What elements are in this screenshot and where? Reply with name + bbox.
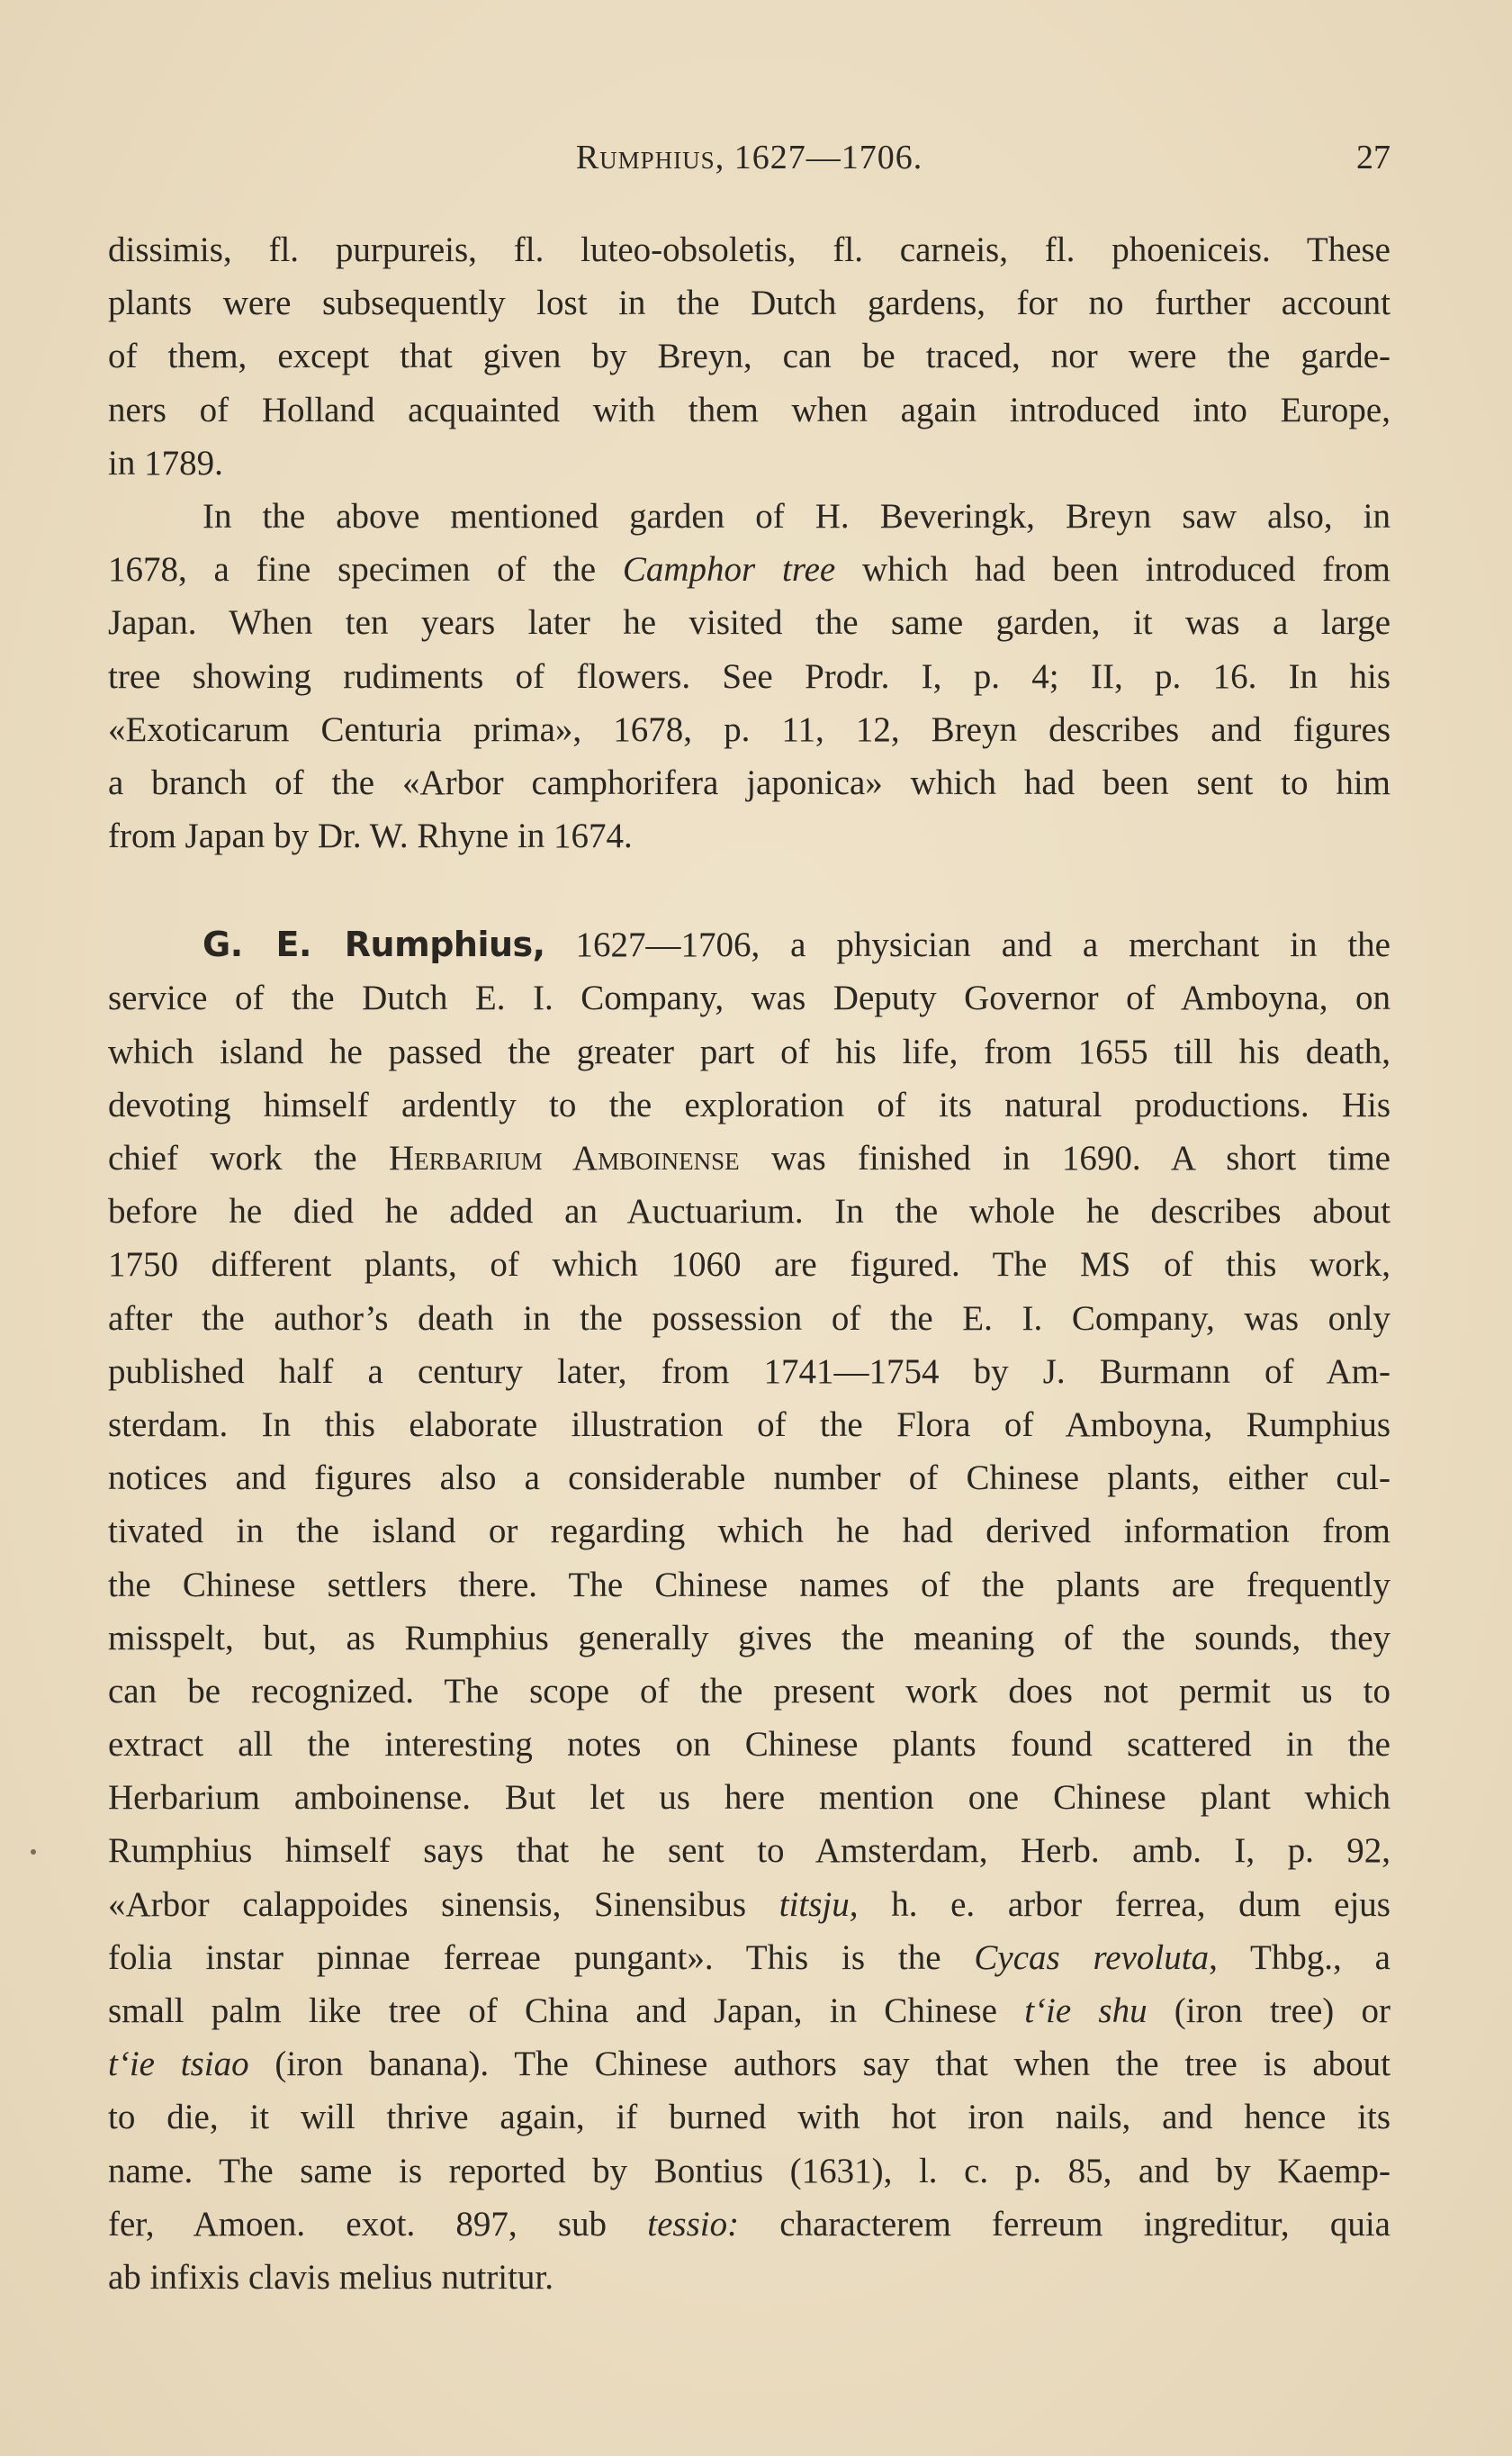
text-line: «Exoticarum Centuria prima», 1678, p. 11, 12, Breyn describes and figures — [108, 709, 1390, 749]
text-run: was finished in 1690. A short time — [739, 1139, 1390, 1178]
text-line: ab infixis clavis melius nutritur. — [108, 2257, 554, 2297]
text-line: devoting himself ardently to the exploration of its natural productions. His — [108, 1085, 1390, 1124]
text-line: can be recognized. The scope of the present work does not permit us to — [108, 1671, 1390, 1711]
text-line: Rumphius himself says that he sent to Amsterdam, Herb. amb. I, p. 92, — [108, 1831, 1390, 1871]
italic-term: Camphor tree — [622, 550, 836, 590]
text-line: ners of Holland acquainted with them when again introduced into Europe, — [108, 390, 1390, 429]
text-line: the Chinese settlers there. The Chinese names of the plants are frequently — [108, 1565, 1390, 1604]
text-run: fer, Amoen. exot. 897, sub — [108, 2204, 648, 2244]
text-line — [108, 1931, 1390, 1984]
biography-entry — [108, 918, 1390, 2304]
text-run: 1627—1706, a physician and a merchant in the — [544, 926, 1390, 965]
text-line: Herbarium amboinense. But let us here mention one Chinese plant which — [108, 1778, 1390, 1818]
running-head-name: Rumphius — [575, 139, 716, 176]
page-number: 27 — [1356, 139, 1390, 176]
running-head-dates: , 1627—1706. — [715, 139, 923, 176]
book-title: Herbarium Amboinense — [388, 1139, 740, 1178]
text-line: before he died he added an Auctuarium. In the whole he describes about — [108, 1192, 1390, 1232]
text-line: tree showing rudiments of flowers. See Prodr. I, p. 4; II, p. 16. In his — [108, 656, 1390, 696]
text-line: a branch of the «Arbor camphorifera japonica» which had been sent to him — [108, 763, 1390, 802]
text-run: small palm like tree of China and Japan, in Chinese — [108, 1991, 1025, 2030]
text-run: 1678, a fine specimen of the — [108, 550, 623, 590]
text-line: name. The same is reported by Bontius (1631), l. c. p. 85, and by Kaemp- — [108, 2151, 1390, 2190]
text-run: h. e. arbor ferrea, dum ejus — [858, 1884, 1390, 1924]
text-run: (iron banana). The Chinese authors say that when the tree is about — [248, 2045, 1390, 2084]
paragraph — [108, 223, 1390, 490]
section-gap — [108, 862, 1390, 918]
entry-heading: G. E. Rumphius, — [202, 925, 545, 965]
italic-term: titsju, — [778, 1884, 859, 1924]
text-line — [108, 2198, 1390, 2251]
text-line: In the above mentioned garden of H. Beveringk, Breyn saw also, in — [202, 496, 1390, 536]
text-line: after the author’s death in the possession of the E. I. Company, was only — [108, 1298, 1390, 1338]
text-run: characterem ferreum ingreditur, quia — [739, 2204, 1390, 2244]
italic-term: tessio: — [647, 2204, 740, 2244]
text-line: tivated in the island or regarding which he had derived information from — [108, 1512, 1390, 1551]
body-text — [108, 223, 1390, 2304]
text-line: to die, it will thrive again, if burned with hot iron nails, and hence its — [108, 2098, 1390, 2137]
text-run: chief work the — [108, 1139, 389, 1178]
text-line — [108, 1984, 1390, 2037]
text-run: folia instar pinnae ferreae pungant». This is the — [108, 1937, 975, 1977]
text-line: published half a century later, from 1741—1754 by J. Burmann of Am- — [108, 1351, 1390, 1391]
margin-mark — [31, 1849, 36, 1855]
text-line: service of the Dutch E. I. Company, was Deputy Governor of Amboyna, on — [108, 979, 1390, 1018]
text-line — [108, 1878, 1390, 1931]
text-line: of them, except that given by Breyn, can be traced, nor were the garde- — [108, 337, 1390, 376]
text-line: plants were subsequently lost in the Dutch gardens, for no further account — [108, 284, 1390, 323]
text-line — [108, 2037, 1390, 2090]
paragraph — [108, 490, 1390, 862]
italic-term: t‘ie shu — [1024, 1991, 1148, 2030]
text-line: 1750 different plants, of which 1060 are figured. The MS of this work, — [108, 1245, 1390, 1285]
text-line — [108, 543, 1390, 596]
text-line: which island he passed the greater part of his life, from 1655 till his death, — [108, 1032, 1390, 1071]
running-head — [108, 135, 1390, 180]
text-line: sterdam. In this elaborate illustration of the Flora of Amboyna, Rumphius — [108, 1404, 1390, 1444]
text-run: «Arbor calappoides sinensis, Sinensibus — [108, 1884, 779, 1924]
page-header — [108, 135, 1390, 180]
text-line: in 1789. — [108, 443, 223, 483]
italic-term: t‘ie tsiao — [108, 2045, 249, 2084]
text-line — [108, 1132, 1390, 1185]
text-run: which had been introduced from — [835, 550, 1390, 590]
text-line: dissimis, fl. purpureis, fl. luteo-obsoletis, fl. carneis, fl. phoeniceis. These — [108, 230, 1390, 269]
text-line — [108, 918, 1390, 971]
text-line: extract all the interesting notes on Chinese plants found scattered in the — [108, 1725, 1390, 1765]
text-run: (iron tree) or — [1147, 1991, 1390, 2030]
text-line: Japan. When ten years later he visited the same garden, it was a large — [108, 603, 1390, 643]
text-line: misspelt, but, as Rumphius generally gives the meaning of the sounds, they — [108, 1618, 1390, 1657]
text-line: from Japan by Dr. W. Rhyne in 1674. — [108, 817, 633, 856]
italic-term: Cycas revoluta — [974, 1937, 1210, 1977]
text-run: , Thbg., a — [1209, 1937, 1390, 1977]
text-line: notices and figures also a considerable number of Chinese plants, either cul- — [108, 1458, 1390, 1498]
